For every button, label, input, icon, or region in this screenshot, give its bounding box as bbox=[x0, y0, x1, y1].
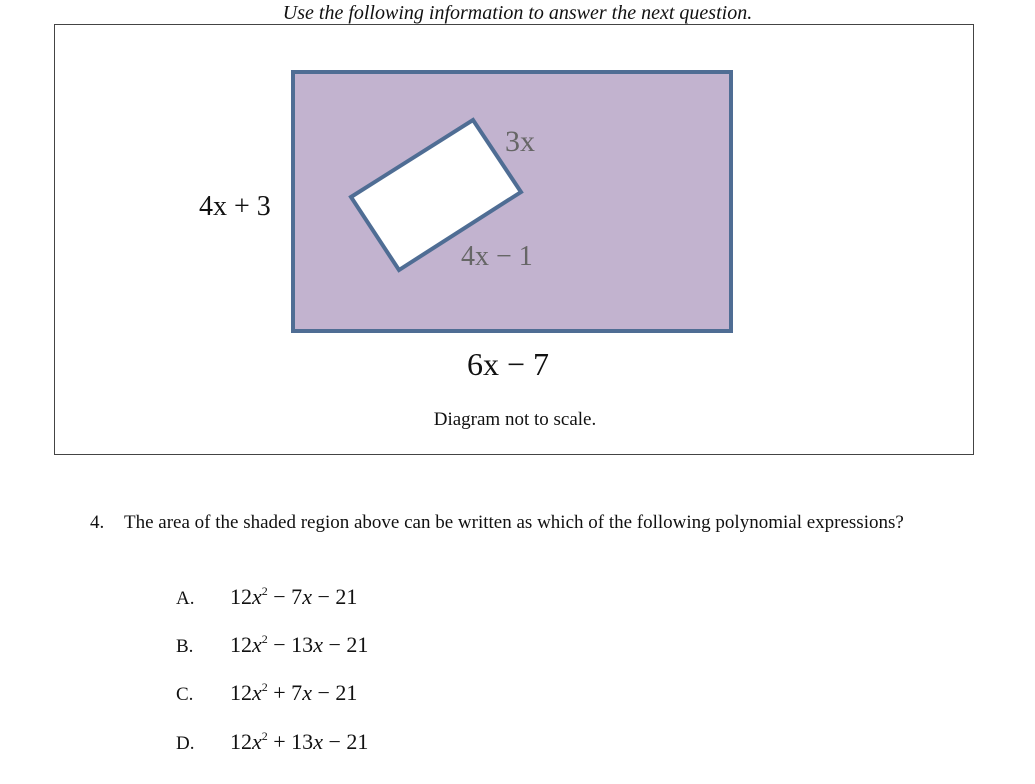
choice-letter: A. bbox=[176, 588, 195, 609]
choice-letter: C. bbox=[176, 684, 194, 705]
choice-letter: B. bbox=[176, 636, 194, 657]
diagram-note: Diagram not to scale. bbox=[433, 409, 597, 430]
inner-bottom-label: 4x − 1 bbox=[461, 241, 533, 272]
area-diagram bbox=[55, 25, 975, 405]
choice-expression: $12x^2 + 7x - 21$ bbox=[230, 680, 358, 705]
choice-letter: D. bbox=[176, 733, 195, 754]
left-side-label: 4x + 3 bbox=[199, 191, 271, 222]
instruction-header: Use the following information to answer the next question. bbox=[282, 2, 753, 24]
information-box bbox=[54, 24, 974, 455]
choice-expression: $12x^2 - 7x - 21$ bbox=[230, 584, 358, 609]
question-number: 4. bbox=[90, 512, 105, 533]
inner-top-label: 3x bbox=[505, 125, 535, 158]
choice-expression: $12x^2 - 13x - 21$ bbox=[230, 632, 369, 657]
bottom-side-label: 6x − 7 bbox=[467, 346, 550, 382]
question-text: The area of the shaded region above can be written as which of the following polynomial expressions? bbox=[124, 512, 904, 533]
choice-expression: $12x^2 + 13x - 21$ bbox=[230, 729, 369, 754]
